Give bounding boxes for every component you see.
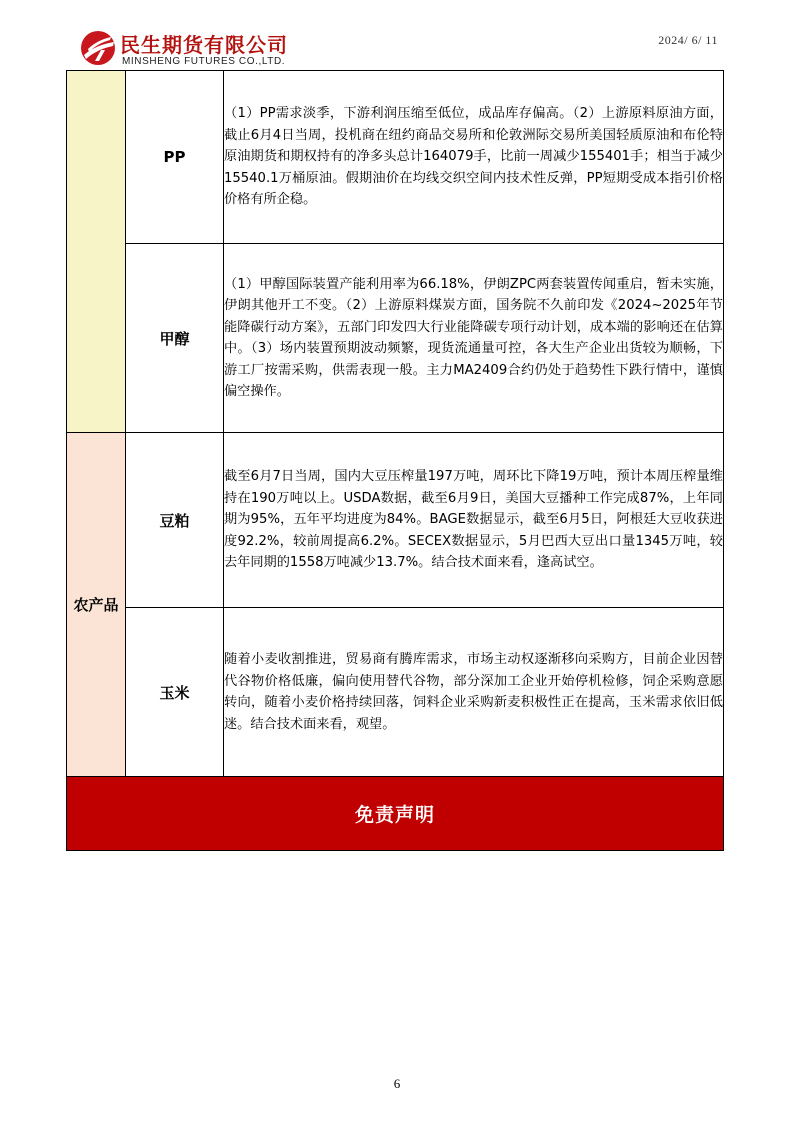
item-name: 豆粕 (126, 433, 224, 608)
table-row (67, 608, 724, 777)
item-analysis: （1）甲醇国际装置产能利用率为66.18%，伊朗ZPC两套装置传闻重启，暂未实施，伊朗其他开工不变。（2）上游原料煤炭方面，国务院不久前印发《2024~2025年节能降碳行动方案》，五部门印发四大行业能降碳专项行动计划，成本端的影响还在估算中。（3）场内装置预期波动频繁，现货流通量可控，各大生产企业出货较为顺畅，下游工厂按需采购，供需表现一般。主力MA2409合约仍处于趋势性下跌行情中，谨慎偏空操作。 (224, 244, 724, 433)
category-cell-agriculture: 农产品 (67, 433, 126, 777)
report-date: 2024/ 6/ 11 (658, 33, 718, 47)
table-row (67, 71, 724, 244)
item-analysis: （1）PP需求淡季，下游利润压缩至低位，成品库存偏高。（2）上游原料原油方面，截止6月4日当周，投机商在纽约商品交易所和伦敦洲际交易所美国轻质原油和布伦特原油期货和期权持有的净多头总计164079手，比前一周减少155401手；相当于减少15540.1万桶原油。假期油价在均线交织空间内技术性反弹，PP短期受成本指引价格价格有所企稳。 (224, 71, 724, 244)
disclaimer-title: 免责声明 (67, 777, 724, 851)
table-row (67, 433, 724, 608)
company-name-cn: 民生期货有限公司 (120, 33, 288, 57)
item-name: PP (126, 71, 224, 244)
category-cell-energy (67, 71, 126, 433)
company-name-en: MINSHENG FUTURES CO.,LTD. (122, 56, 286, 67)
table-row (67, 244, 724, 433)
item-name: 玉米 (126, 608, 224, 777)
item-analysis: 截至6月7日当周，国内大豆压榨量197万吨，周环比下降19万吨，预计本周压榨量维持在190万吨以上。USDA数据，截至6月9日，美国大豆播种工作完成87%，上年同期为95%，五年平均进度为84%。BAGE数据显示，截至6月5日，阿根廷大豆收获进度92.2%，较前周提高6.2%。SECEX数据显示，5月巴西大豆出口量1345万吨，较去年同期的1558万吨减少13.7%。结合技术面来看，逢高试空。 (224, 433, 724, 608)
minsheng-logo-icon (78, 28, 118, 68)
disclaimer-banner (67, 777, 724, 851)
item-analysis: 随着小麦收割推进，贸易商有腾库需求，市场主动权逐渐移向采购方，目前企业因替代谷物价格低廉，偏向使用替代谷物，部分深加工企业开始停机检修，饲企采购意愿转向，随着小麦价格持续回落，饲料企业采购新麦积极性正在提高，玉米需求依旧低迷。结合技术面来看，观望。 (224, 608, 724, 777)
page-header (0, 0, 794, 72)
commodity-table (66, 70, 724, 851)
item-name: 甲醇 (126, 244, 224, 433)
page-number: 6 (393, 1076, 401, 1091)
